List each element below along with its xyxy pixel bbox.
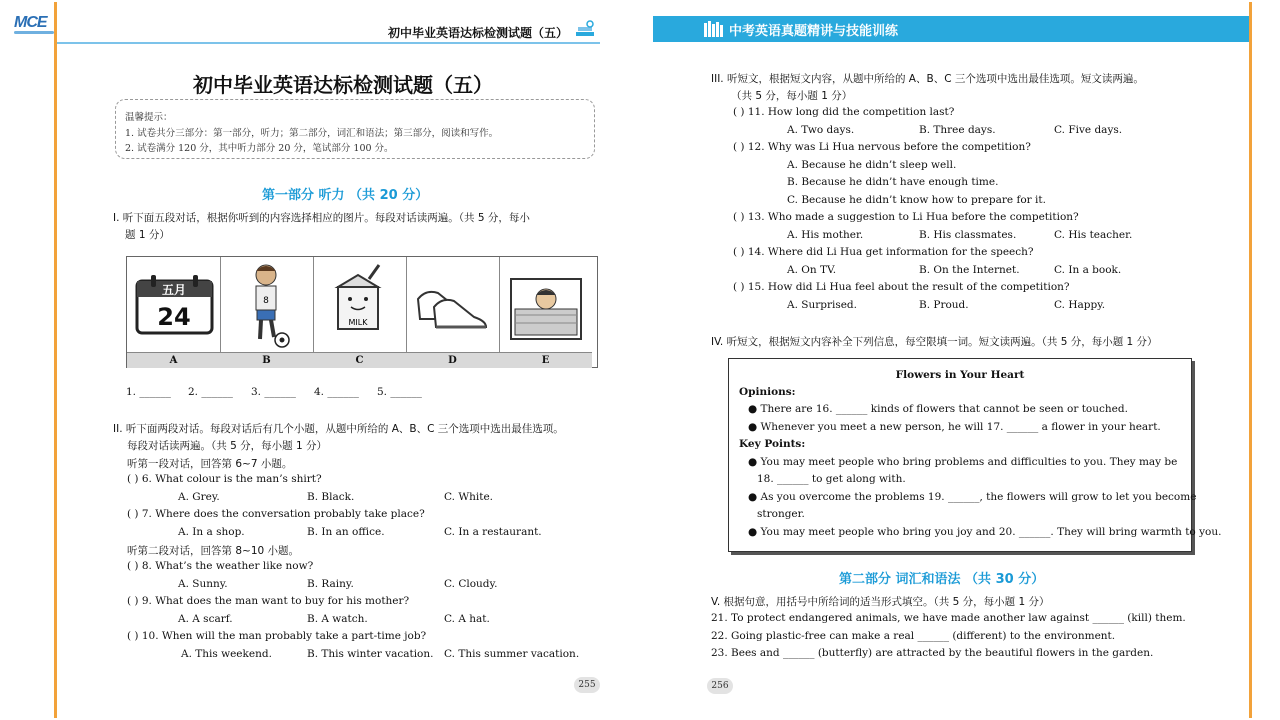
- option-c: C. In a book.: [1054, 264, 1122, 276]
- tip-line: 温馨提示：: [125, 112, 173, 123]
- fill-sentence: 22. Going plastic-free can make a real ______ (different) to the environment.: [711, 630, 1116, 642]
- page-number: 255: [574, 677, 600, 693]
- option-b: B. On the Internet.: [919, 264, 1020, 276]
- picture-shoes: [406, 257, 500, 352]
- milk-carton-icon: [313, 257, 406, 352]
- box-line: ● You may meet people who bring you joy and 20. ______. They will bring warmth to you.: [748, 526, 1222, 538]
- picture-table: [126, 256, 598, 368]
- box-line: ● There are 16. ______ kinds of flowers that cannot be seen or touched.: [748, 403, 1128, 415]
- flowers-info-box: [728, 358, 1222, 552]
- dialog1-label: 听第一段对话，回答第 6~7 小题。: [127, 458, 293, 470]
- question-stem: ( ) 15. How did Li Hua feel about the result of the competition?: [733, 281, 1070, 293]
- option-a: A. His mother.: [787, 229, 864, 241]
- section1-instruction: 题 1 分）: [125, 229, 170, 241]
- question-stem: ( ) 13. Who made a suggestion to Li Hua before the competition?: [733, 211, 1079, 223]
- option-a: A. A scarf.: [178, 613, 233, 625]
- picture-label: E: [499, 352, 592, 368]
- key-points-label: Key Points:: [739, 438, 806, 450]
- option-a: A. On TV.: [787, 264, 837, 276]
- option-c: C. Five days.: [1054, 124, 1123, 136]
- section2-instruction: 每段对话读两遍。（共 5 分，每小题 1 分）: [127, 440, 327, 452]
- option-c: C. White.: [444, 491, 494, 503]
- milk-label: MILK: [348, 318, 368, 327]
- box-line: ● You may meet people who bring problems and difficulties to you. They may be: [748, 456, 1178, 468]
- option-c: C. Because he didn’t know how to prepare for it.: [787, 194, 1046, 206]
- option-c: C. Happy.: [1054, 299, 1106, 311]
- right-page: [653, 2, 1252, 718]
- section3-instruction: （共 5 分，每小题 1 分）: [731, 90, 853, 102]
- question-stem: ( ) 6. What colour is the man’s shirt?: [127, 473, 322, 485]
- right-page-header: [653, 16, 1249, 42]
- option-b: B. His classmates.: [919, 229, 1017, 241]
- tip-line: 1. 试卷共分三部分：第一部分，听力；第二部分，词汇和语法；第三部分，阅读和写作。: [125, 128, 499, 139]
- part2-heading: 第二部分 词汇和语法 （共 30 分）: [839, 572, 1045, 587]
- option-a: A. Grey.: [178, 491, 220, 503]
- picture-calendar: [127, 257, 221, 352]
- box-line: stronger.: [757, 508, 805, 520]
- picture-label: D: [406, 352, 500, 368]
- fill-sentence: 21. To protect endangered animals, we have made another law against ______ (kill) them.: [711, 612, 1186, 624]
- calendar-icon: [127, 257, 220, 352]
- answer-blank: 4. ______: [314, 386, 359, 398]
- section2-instruction: II. 听下面两段对话。每段对话后有几个小题，从题中所给的 A、B、C 三个选项中选出最佳选项。: [113, 423, 564, 435]
- option-b: B. In an office.: [307, 526, 385, 538]
- page-title: 初中毕业英语达标检测试题（五）: [193, 73, 493, 97]
- shirt-number: 8: [263, 296, 269, 306]
- answer-blank: 3. ______: [251, 386, 296, 398]
- left-header-title: 初中毕业英语达标检测试题（五）: [387, 26, 568, 40]
- question-stem: ( ) 7. Where does the conversation probably take place?: [127, 508, 425, 520]
- tips-box: [115, 99, 595, 159]
- bookshelf-icon: [703, 20, 725, 38]
- section5-instruction: V. 根据句意，用括号中所给词的适当形式填空。（共 5 分，每小题 1 分）: [711, 596, 1050, 608]
- option-c: C. His teacher.: [1054, 229, 1133, 241]
- tip-line: 2. 试卷满分 120 分，其中听力部分 20 分，笔试部分 100 分。: [125, 143, 394, 154]
- dialog2-label: 听第二段对话，回答第 8~10 小题。: [127, 545, 300, 557]
- picture-label: B: [220, 352, 314, 368]
- option-a: A. Sunny.: [178, 578, 228, 590]
- answer-blank: 5. ______: [377, 386, 422, 398]
- option-a: A. This weekend.: [181, 648, 272, 660]
- box-line: 18. ______ to get along with.: [757, 473, 906, 485]
- picture-football-boy: [220, 257, 314, 352]
- option-b: B. Three days.: [919, 124, 996, 136]
- option-c: C. A hat.: [444, 613, 490, 625]
- picture-milk: [313, 257, 407, 352]
- question-stem: ( ) 9. What does the man want to buy for his mother?: [127, 595, 410, 607]
- calendar-day: 24: [157, 303, 191, 331]
- option-b: B. Proud.: [919, 299, 969, 311]
- left-page-header: [57, 2, 628, 42]
- option-b: B. Black.: [307, 491, 355, 503]
- question-stem: ( ) 11. How long did the competition last?: [733, 106, 955, 118]
- box-title: Flowers in Your Heart: [895, 369, 1025, 381]
- football-boy-icon: [220, 257, 313, 352]
- books-icon: [574, 20, 596, 40]
- picture-label: A: [127, 352, 221, 368]
- question-stem: ( ) 10. When will the man probably take a part-time job?: [127, 630, 427, 642]
- question-stem: ( ) 8. What’s the weather like now?: [127, 560, 314, 572]
- option-c: C. In a restaurant.: [444, 526, 542, 538]
- right-header-title: 中考英语真题精讲与技能训练: [729, 24, 899, 39]
- publisher-logo: MCE: [14, 14, 47, 32]
- option-b: B. Because he didn’t have enough time.: [787, 176, 999, 188]
- section4-instruction: IV. 听短文，根据短文内容补全下列信息，每空限填一词。短文读两遍。（共 5 分，每小题 1 分）: [711, 336, 1158, 348]
- question-stem: ( ) 12. Why was Li Hua nervous before the competition?: [733, 141, 1031, 153]
- box-line: ● Whenever you meet a new person, he will 17. ______ a flower in your heart.: [748, 421, 1161, 433]
- fill-sentence: 23. Bees and ______ (butterfly) are attracted by the beautiful flowers in the garden.: [711, 647, 1154, 659]
- sleeping-child-icon: [499, 257, 592, 352]
- answer-blank: 2. ______: [188, 386, 233, 398]
- option-a: A. In a shop.: [178, 526, 245, 538]
- picture-label: C: [313, 352, 407, 368]
- option-c: C. This summer vacation.: [444, 648, 580, 660]
- box-line: ● As you overcome the problems 19. ______, the flowers will grow to let you become: [748, 491, 1197, 503]
- calendar-month: 五月: [161, 283, 187, 297]
- question-stem: ( ) 14. Where did Li Hua get information for the speech?: [733, 246, 1034, 258]
- page-number: 256: [707, 678, 733, 694]
- opinions-label: Opinions:: [739, 386, 796, 398]
- option-c: C. Cloudy.: [444, 578, 498, 590]
- option-a: A. Surprised.: [787, 299, 857, 311]
- left-page: [54, 2, 628, 718]
- option-b: B. A watch.: [307, 613, 368, 625]
- section1-instruction: I. 听下面五段对话，根据你听到的内容选择相应的图片。每段对话读两遍。（共 5 分，每小: [113, 212, 530, 224]
- option-a: A. Because he didn’t sleep well.: [787, 159, 957, 171]
- part1-heading: 第一部分 听力 （共 20 分）: [262, 188, 429, 203]
- section3-instruction: III. 听短文，根据短文内容，从题中所给的 A、B、C 三个选项中选出最佳选项。短文读两遍。: [711, 73, 1144, 85]
- picture-bed: [499, 257, 592, 352]
- option-a: A. Two days.: [787, 124, 855, 136]
- sneakers-icon: [406, 257, 499, 352]
- option-b: B. Rainy.: [307, 578, 354, 590]
- option-b: B. This winter vacation.: [307, 648, 434, 660]
- answer-blank: 1. ______: [126, 386, 171, 398]
